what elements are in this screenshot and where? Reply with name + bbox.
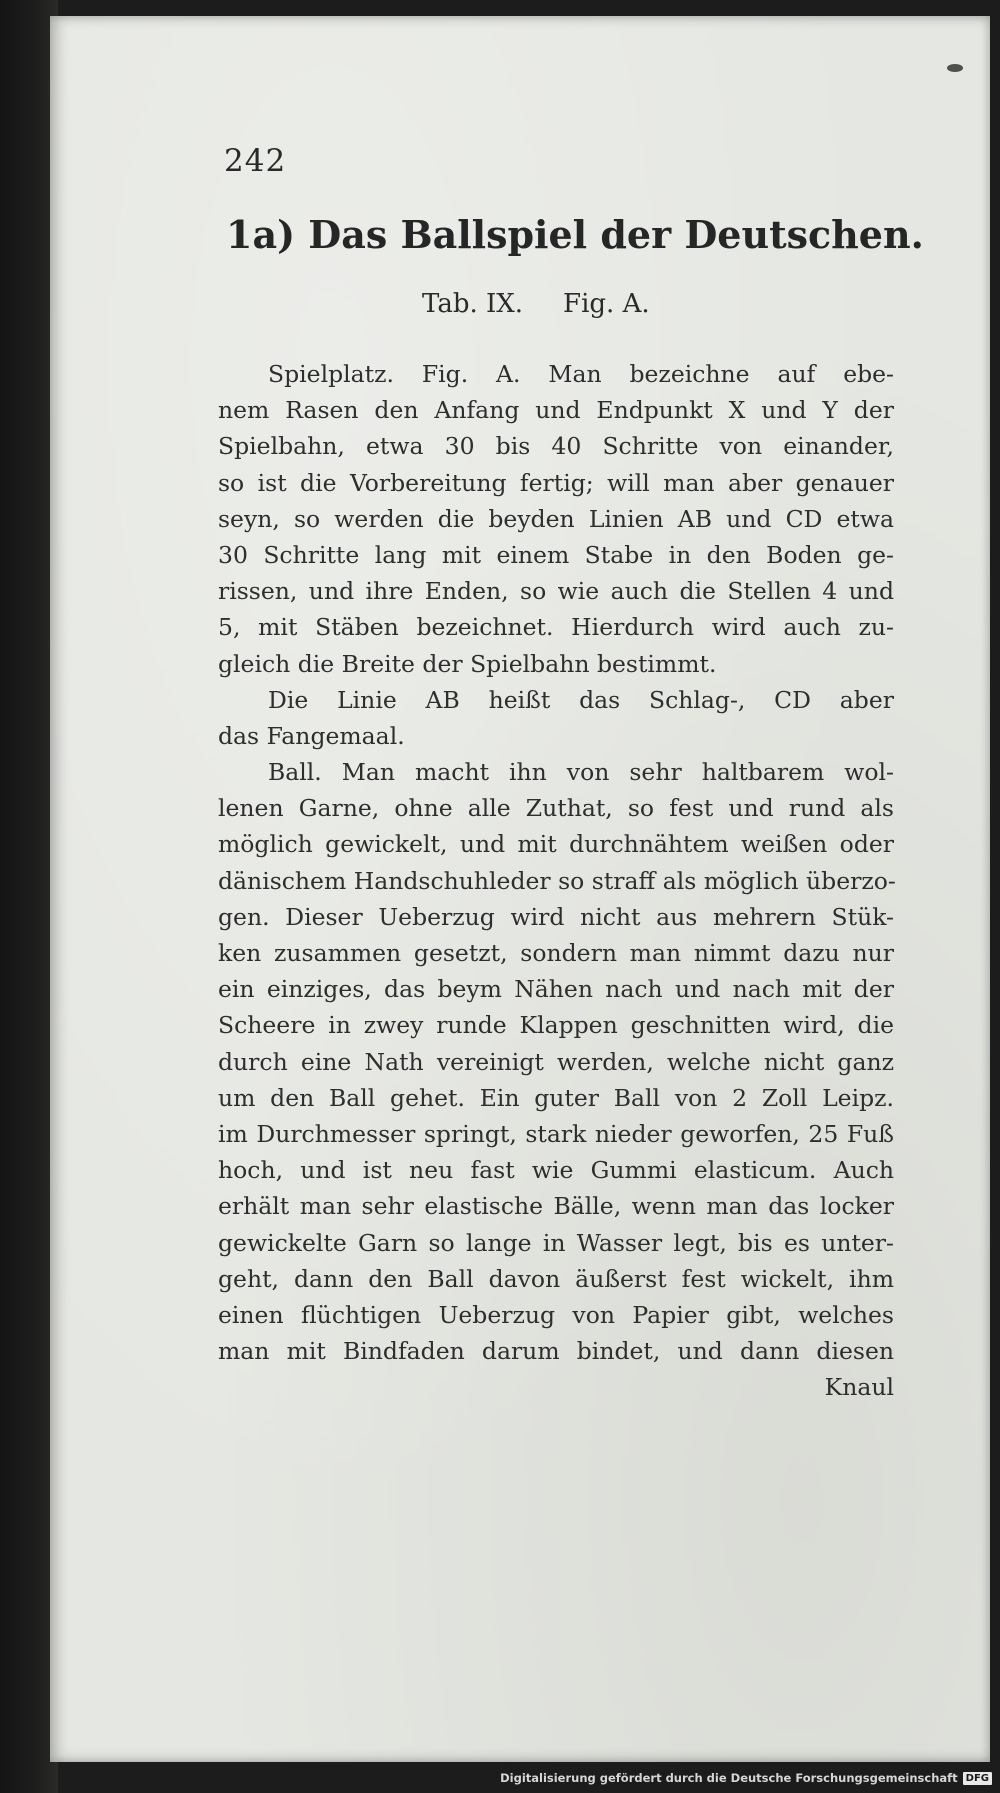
- text-line: Spielplatz. Fig. A. Man bezeichne auf ebe-: [268, 360, 894, 388]
- text-line: Scheere in zwey runde Klappen geschnitten wird, die: [218, 1011, 894, 1040]
- text-line: so ist die Vorbereitung fertig; will man aber genauer: [218, 468, 894, 497]
- text-line: 5, mit Stäben bezeichnet. Hierdurch wird auch zu-: [218, 613, 894, 642]
- text-line: Die Linie AB heißt das Schlag-, CD aber: [268, 685, 894, 714]
- figure-reference: [422, 289, 650, 319]
- credit-text: Digitalisierung gefördert durch die Deutsche Forschungsgemeinschaft: [500, 1771, 958, 1785]
- text-line: rissen, und ihre Enden, so wie auch die Stellen 4 und: [218, 577, 894, 606]
- ink-spot: [947, 64, 963, 72]
- text-line: man mit Bindfaden darum bindet, und dann diesen: [218, 1337, 894, 1366]
- text-line: Ball. Man macht ihn von sehr haltbarem wol-: [268, 758, 894, 787]
- text-line: geht, dann den Ball davon äußerst fest wickelt, ihm: [218, 1264, 894, 1293]
- text-line: gewickelte Garn so lange in Wasser legt, bis es unter-: [218, 1228, 894, 1257]
- chapter-heading: 1a) Das Ballspiel der Deutschen.: [226, 212, 924, 257]
- text-line: dänischem Handschuhleder so straff als möglich überzo-: [218, 866, 896, 895]
- text-line: nem Rasen den Anfang und Endpunkt X und Y der: [218, 396, 894, 425]
- text-line: einen flüchtigen Ueberzug von Papier gibt, welches: [218, 1300, 894, 1329]
- text-line: das Fangemaal.: [218, 721, 405, 750]
- text-line: hoch, und ist neu fast wie Gummi elasticum. Auch: [218, 1156, 894, 1185]
- text-line: 30 Schritte lang mit einem Stabe in den Boden ge-: [218, 540, 894, 569]
- dfg-logo: DFG: [963, 1772, 992, 1785]
- text-line: gen. Dieser Ueberzug wird nicht aus mehrern Stük-: [218, 902, 894, 931]
- body-text: [218, 356, 894, 1405]
- text-line: durch eine Nath vereinigt werden, welche nicht ganz: [218, 1047, 894, 1076]
- text-line: möglich gewickelt, und mit durchnähtem weißen oder: [218, 830, 894, 859]
- text-line: erhält man sehr elastische Bälle, wenn man das locker: [218, 1192, 894, 1221]
- text-line: seyn, so werden die beyden Linien AB und CD etwa: [218, 504, 894, 533]
- figure-label: Fig. A.: [563, 289, 650, 319]
- text-line: gleich die Breite der Spielbahn bestimmt.: [218, 649, 717, 678]
- text-line: um den Ball gehet. Ein guter Ball von 2 Zoll Leipz.: [218, 1083, 894, 1112]
- text-line: ken zusammen gesetzt, sondern man nimmt dazu nur: [218, 939, 894, 967]
- page-number: 242: [224, 143, 287, 179]
- text-line: im Durchmesser springt, stark nieder geworfen, 25 Fuß: [218, 1119, 894, 1148]
- catchword: Knaul: [824, 1373, 894, 1402]
- digitization-credit: [500, 1769, 992, 1787]
- table-reference: Tab. IX.: [422, 289, 524, 319]
- text-line: Spielbahn, etwa 30 bis 40 Schritte von einander,: [218, 432, 894, 461]
- text-line: ein einziges, das beym Nähen nach und nach mit der: [218, 975, 894, 1004]
- text-line: lenen Garne, ohne alle Zuthat, so fest und rund als: [218, 794, 894, 823]
